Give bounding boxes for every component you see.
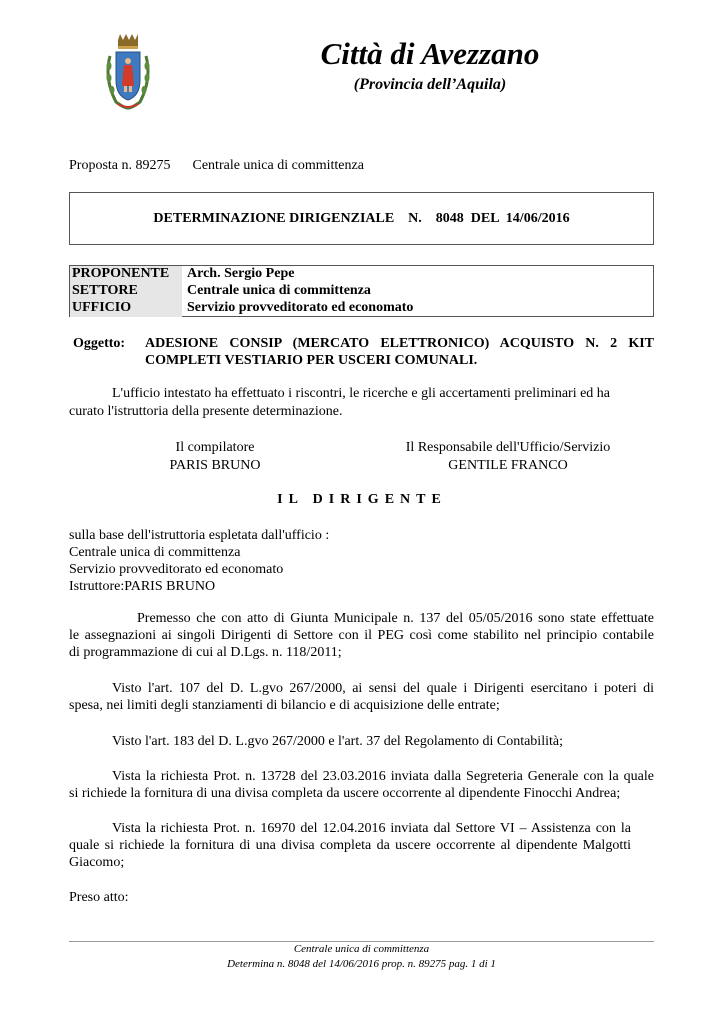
- subject-line-2: COMPLETI VESTIARIO PER USCERI COMUNALI.: [145, 353, 478, 368]
- basis-line: Centrale unica di committenza: [69, 545, 241, 560]
- visto107-line-1: Visto l'art. 107 del D. L.gvo 267/2000, ai sensi del quale i Dirigenti esercitano i poteri di: [112, 681, 654, 696]
- responsible-role: Il Responsabile dell'Ufficio/Servizio: [405, 440, 611, 455]
- visto183-line: Visto l'art. 183 del D. L.gvo 267/2000 e l'art. 37 del Regolamento di Contabilità;: [112, 734, 563, 749]
- compiler-name: PARIS BRUNO: [169, 458, 261, 473]
- info-table: [69, 265, 654, 317]
- basis-line: sulla base dell'istruttoria espletata dall'ufficio :: [69, 528, 330, 543]
- compiler-role: Il compilatore: [175, 440, 255, 455]
- info-value: Servizio provveditorato ed economato: [187, 300, 414, 315]
- premesso-line-1: Premesso che con atto di Giunta Municipale n. 137 del 05/05/2016 sono state effettuate: [137, 611, 654, 626]
- subject-label: Oggetto:: [73, 336, 126, 351]
- info-value: Centrale unica di committenza: [187, 283, 371, 298]
- info-label: UFFICIO: [70, 300, 182, 317]
- premesso-line-2: le assegnazioni ai singoli Dirigenti di Settore con il PEG così come stabilito nel principio contabile: [69, 628, 654, 643]
- proposal-line: [69, 158, 364, 174]
- subject-line-1: ADESIONE CONSIP (MERCATO ELETTRONICO) ACQUISTO N. 2 KIT: [145, 336, 654, 351]
- preso-atto-line: Preso atto:: [69, 890, 129, 905]
- richiesta1-line-2: si richiede la fornitura di una divisa completa da uscere occorrente al dipendente Finocchi Andrea;: [69, 786, 621, 801]
- proposal-office: Centrale unica di committenza: [192, 158, 364, 173]
- richiesta2-line-3: Giacomo;: [69, 855, 125, 870]
- richiesta1-line-1: Vista la richiesta Prot. n. 13728 del 23.03.2016 inviata dalla Segreteria Generale con la quale: [112, 769, 654, 784]
- responsible-name: GENTILE FRANCO: [448, 458, 568, 473]
- intro-line-2: curato l'istruttoria della presente determinazione.: [69, 404, 343, 419]
- info-label: SETTORE: [70, 283, 182, 300]
- basis-line: Servizio provveditorato ed economato: [69, 562, 284, 577]
- footer-office: Centrale unica di committenza: [293, 943, 430, 955]
- determination-title: DETERMINAZIONE DIRIGENZIALE N. 8048 DEL 14/06/2016: [153, 211, 570, 226]
- footer-divider: [69, 941, 654, 942]
- city-title: Città di Avezzano: [320, 36, 540, 71]
- richiesta2-line-1: Vista la richiesta Prot. n. 16970 del 12.04.2016 inviata dal Settore VI – Assistenza con la: [112, 821, 631, 836]
- dirigente-heading: IL DIRIGENTE: [277, 492, 447, 507]
- intro-line-1: L'ufficio intestato ha effettuato i riscontri, le ricerche e gli accertamenti preliminari ed ha: [112, 386, 611, 401]
- footer-reference: Determina n. 8048 del 14/06/2016 prop. n. 89275 pag. 1 di 1: [227, 958, 496, 970]
- premesso-line-3: di programmazione di cui al D.Lgs. n. 118/2011;: [69, 645, 342, 660]
- province-subtitle: (Provincia dell’Aquila): [353, 76, 507, 93]
- info-label: PROPONENTE: [70, 266, 182, 283]
- info-value: Arch. Sergio Pepe: [187, 266, 295, 281]
- visto107-line-2: spesa, nei limiti degli stanziamenti di bilancio e di acquisizione delle entrate;: [69, 698, 500, 713]
- city-crest-icon: [104, 34, 152, 112]
- basis-line: Istruttore:PARIS BRUNO: [69, 579, 216, 594]
- richiesta2-line-2: quale si richiede la fornitura di una divisa completa da uscere occorrente al dipendente Malgotti: [69, 838, 631, 853]
- proposal-number: Proposta n. 89275: [69, 158, 171, 173]
